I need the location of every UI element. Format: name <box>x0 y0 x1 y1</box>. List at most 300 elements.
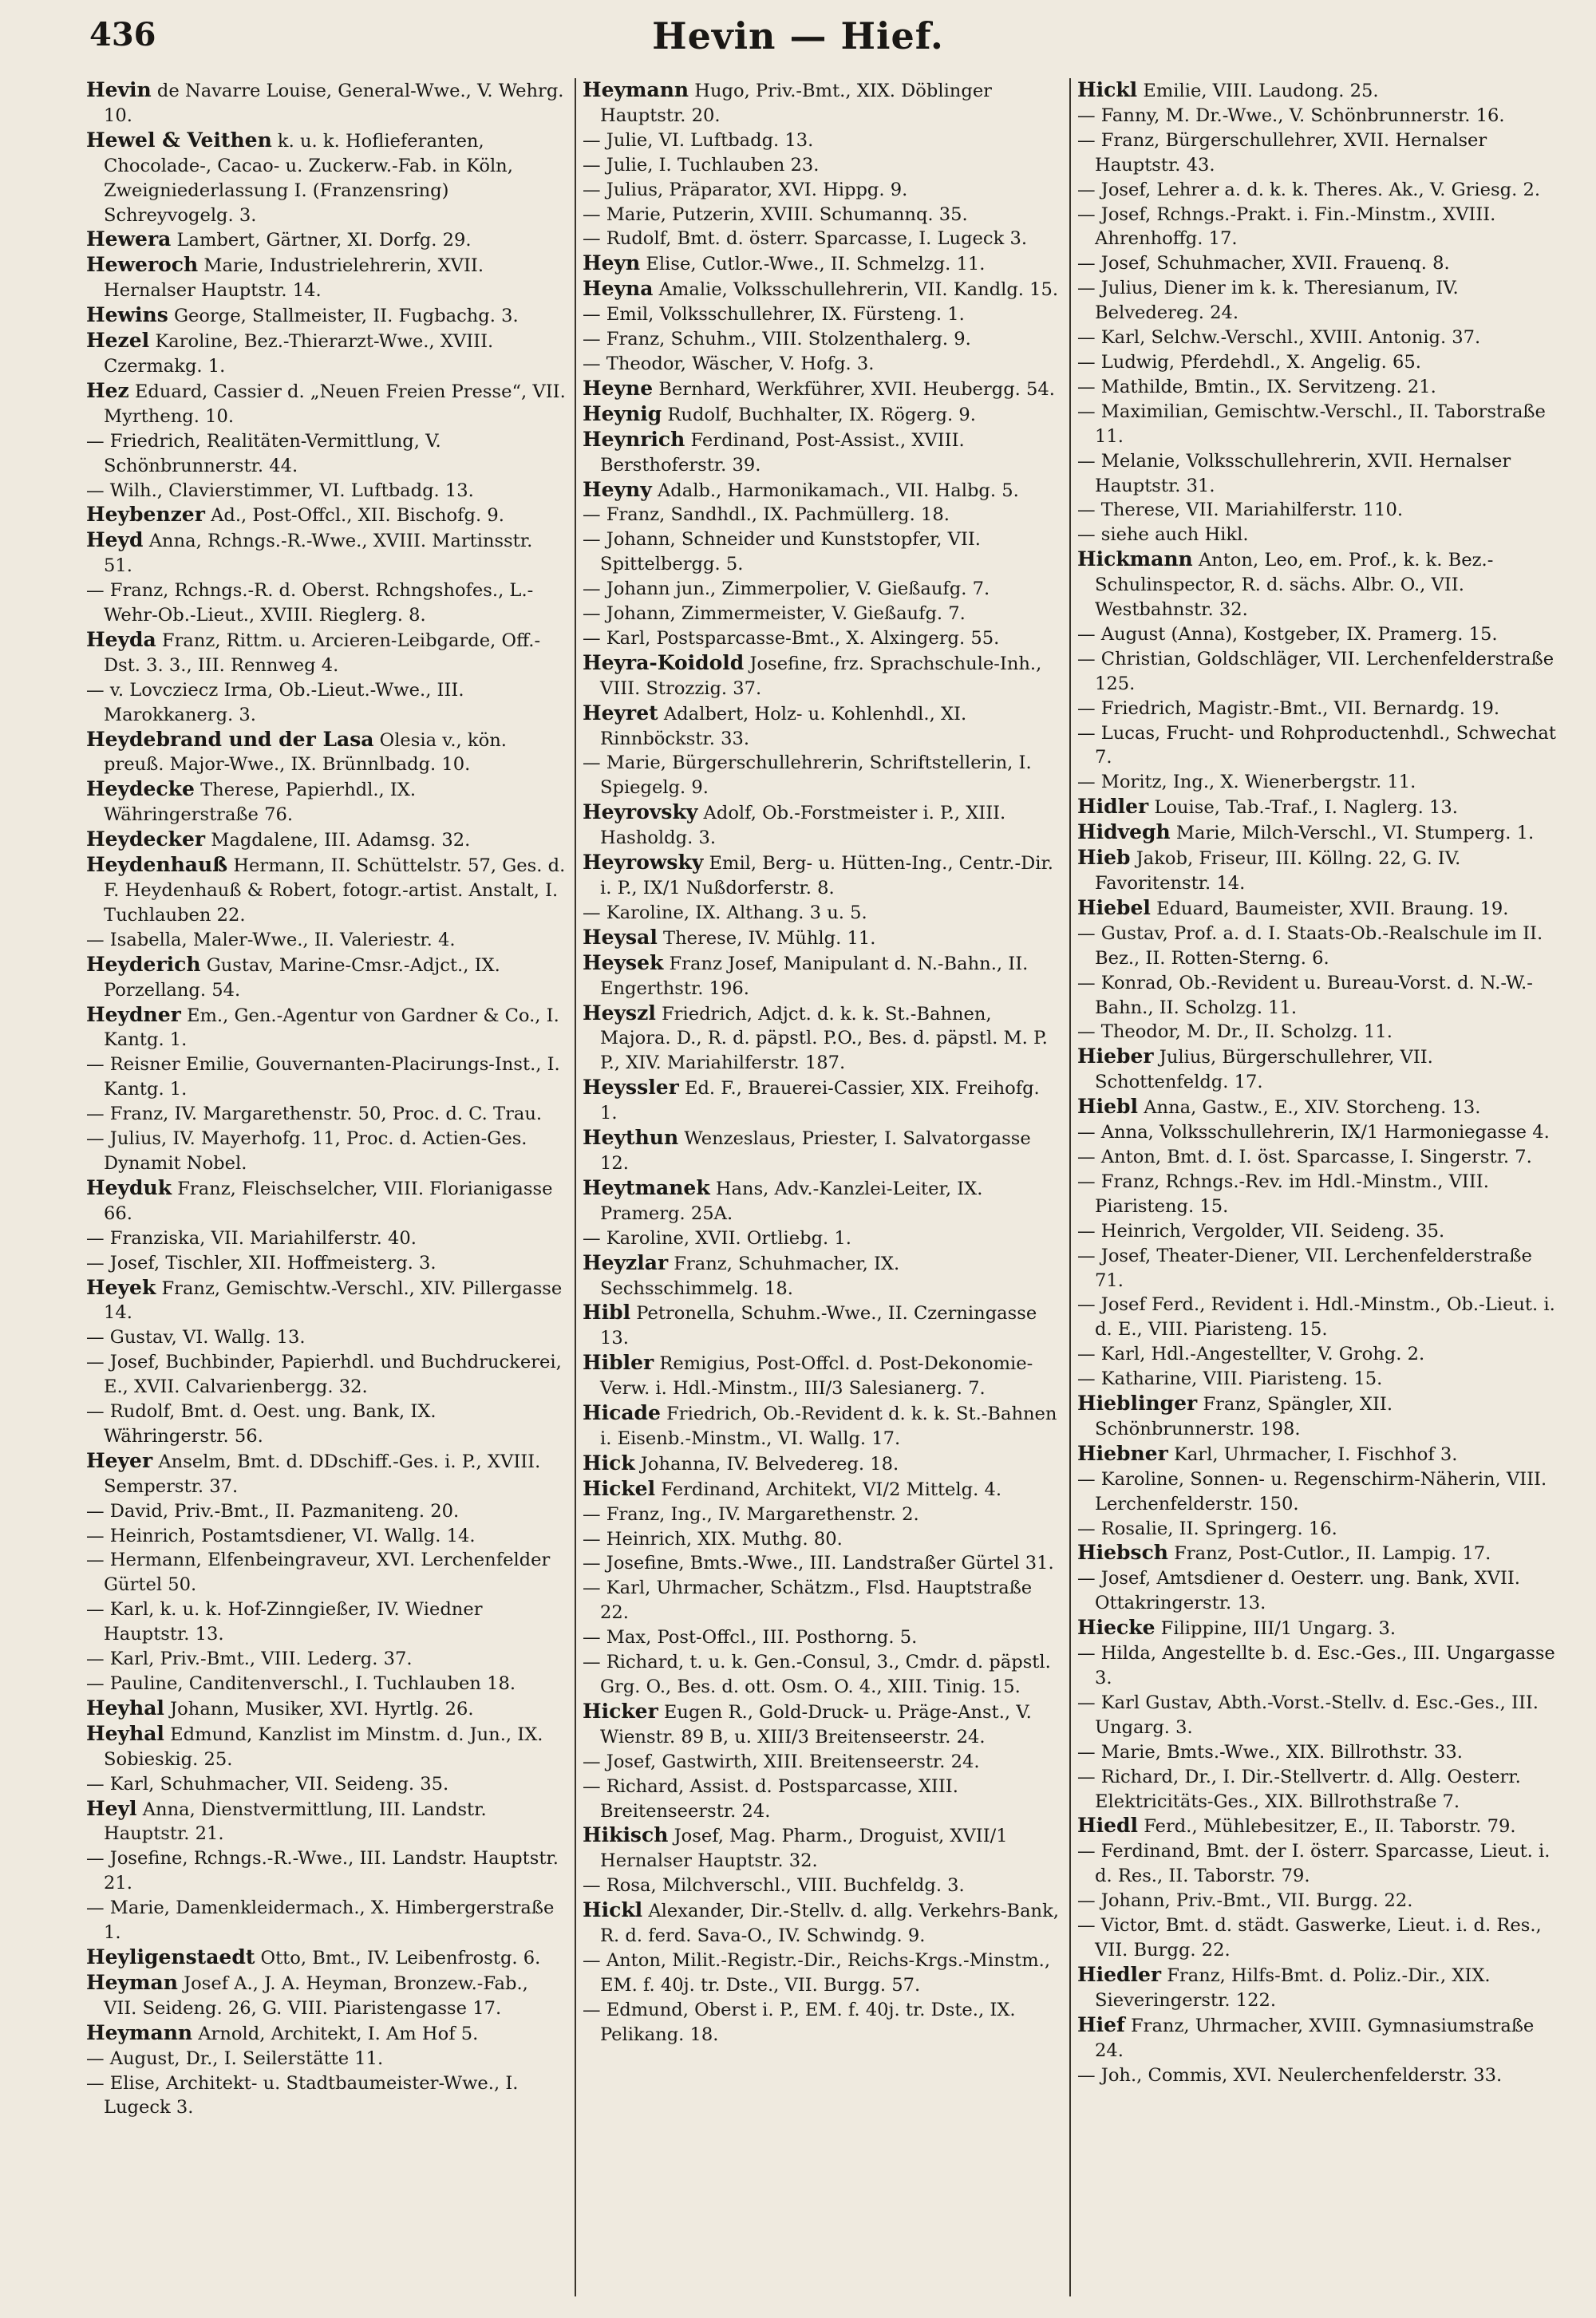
directory-entry <box>583 626 1061 651</box>
entry-details: — Rosa, Milchverschl., VIII. Buchfeldg. 3. <box>583 1875 965 1897</box>
directory-entry <box>1077 820 1556 846</box>
entry-details: — Anton, Milit.-Registr.-Dir., Reichs-Krgs.-Minstm., EM. f. 40j. tr. Dste., VII. Burgg. 57. <box>583 1949 1051 1996</box>
entry-details: Arnold, Architekt, I. Am Hof 5. <box>192 2023 479 2044</box>
directory-entry <box>583 352 1061 377</box>
entry-details: Emilie, VIII. Laudong. 25. <box>1137 81 1379 101</box>
entry-details: — Joh., Commis, XVI. Neulerchenfelderstr. 33. <box>1077 2064 1503 2086</box>
entry-surname: Heyna <box>583 277 654 301</box>
directory-entry <box>86 528 567 579</box>
entry-details: Jakob, Friseur, III. Köllng. 22, G. IV. Favoritenstr. 14. <box>1095 848 1461 894</box>
entry-details: Olesia v., kön. preuß. Major-Wwe., IX. Brünnlbadg. 10. <box>104 729 507 776</box>
directory-entry <box>583 1176 1061 1226</box>
entry-surname: Heyl <box>86 1796 137 1820</box>
entry-surname: Hewera <box>86 227 172 251</box>
entry-details: Eduard, Baumeister, XVII. Braung. 19. <box>1150 898 1509 919</box>
entry-details: — Johann, Zimmermeister, V. Gießaufg. 7. <box>583 603 966 625</box>
directory-entry <box>583 1451 1061 1477</box>
entry-details: — Rosalie, II. Springerg. 16. <box>1077 1518 1337 1539</box>
entry-details: — Hermann, Elfenbeingraveur, XVI. Lerchenfelder Gürtel 50. <box>86 1550 551 1596</box>
directory-entry <box>583 1576 1061 1625</box>
entry-details: — Marie, Bmts.-Wwe., XIX. Billrothstr. 33. <box>1077 1741 1463 1763</box>
entry-surname: Heyszl <box>583 1001 656 1025</box>
entry-details: de Navarre Louise, General-Wwe., V. Wehrg. 10. <box>104 81 564 126</box>
entry-details: — Rudolf, Bmt. d. österr. Sparcasse, I. Lugeck 3. <box>583 228 1027 250</box>
entry-surname: Hidvegh <box>1077 820 1171 844</box>
directory-entry <box>86 628 567 678</box>
directory-entry <box>583 1351 1061 1401</box>
entry-details: Friedrich, Ob.-Revident d. k. k. St.-Bahnen i. Eisenb.-Minstm., VI. Wallg. 17. <box>600 1404 1057 1449</box>
directory-entry <box>1077 1963 1556 2013</box>
directory-entry <box>86 1846 567 1896</box>
directory-entry <box>1077 1170 1556 1219</box>
directory-entry <box>1077 523 1556 547</box>
entry-surname: Heyderich <box>86 952 201 976</box>
entry-details: Franz, Uhrmacher, XVIII. Gymnasiumstraße 24. <box>1095 2015 1535 2061</box>
directory-entry <box>1077 697 1556 721</box>
directory-entry <box>86 928 567 953</box>
entry-surname: Hez <box>86 378 129 402</box>
directory-entry <box>86 227 567 253</box>
entry-details: Rudolf, Buchhalter, IX. Rögerg. 9. <box>662 404 976 425</box>
entry-surname: Heyn <box>583 251 641 275</box>
entry-details: Emil, Berg- u. Hütten-Ing., Centr.-Dir. i. P., IX/1 Nußdorferstr. 8. <box>600 853 1053 898</box>
directory-columns <box>80 78 1564 2296</box>
directory-entry <box>86 1350 567 1400</box>
directory-entry <box>583 428 1061 478</box>
directory-entry <box>86 1696 567 1722</box>
directory-entry <box>1077 1095 1556 1120</box>
entry-details: — Karl Gustav, Abth.-Vorst.-Stellv. d. Esc.-Ges., III. Ungarg. 3. <box>1077 1692 1539 1738</box>
directory-entry <box>1077 1814 1556 1839</box>
directory-entry <box>1077 721 1556 771</box>
entry-surname: Heymann <box>86 2020 193 2044</box>
entry-surname: Heydenhauß <box>86 853 228 877</box>
directory-entry <box>1077 104 1556 128</box>
entry-surname: Hick <box>583 1451 635 1475</box>
directory-entry <box>86 827 567 853</box>
directory-entry <box>1077 647 1556 697</box>
entry-details: Franz, Fleischselcher, VIII. Florianigasse 66. <box>104 1178 553 1224</box>
entry-surname: Hieb <box>1077 846 1131 870</box>
directory-entry <box>583 701 1061 752</box>
directory-entry <box>583 503 1061 527</box>
entry-details: Ferdinand, Post-Assist., XVIII. Bersthoferstr. 39. <box>600 429 965 476</box>
directory-entry <box>583 178 1061 203</box>
entry-details: — Karl, k. u. k. Hof-Zinngießer, IV. Wiedner Hauptstr. 13. <box>86 1599 483 1645</box>
directory-entry <box>1077 1616 1556 1641</box>
entry-details: — Franz, Rchngs.-R. d. Oberst. Rchngshofes., L.-Wehr-Ob.-Lieut., XVIII. Rieglerg. 8. <box>86 580 534 626</box>
directory-entry <box>1077 1020 1556 1044</box>
directory-entry <box>1077 1467 1556 1517</box>
directory-entry <box>86 303 567 329</box>
entry-details: Anton, Leo, em. Prof., k. k. Bez.-Schulinspector, R. d. sächs. Albr. O., VII. Westbahnstr. 32. <box>1095 550 1494 621</box>
directory-entry <box>583 1998 1061 2048</box>
directory-entry <box>583 1949 1061 1998</box>
entry-details: — Heinrich, Vergolder, VII. Seideng. 35. <box>1077 1220 1445 1242</box>
directory-entry <box>1077 2063 1556 2088</box>
entry-details: Marie, Milch-Verschl., VI. Stumperg. 1. <box>1170 823 1535 844</box>
directory-entry <box>583 800 1061 851</box>
entry-details: — Franz, Ing., IV. Margarethenstr. 2. <box>583 1503 919 1525</box>
entry-surname: Heydner <box>86 1002 181 1026</box>
entry-surname: Heyer <box>86 1448 153 1472</box>
entry-details: — Johann jun., Zimmerpolier, V. Gießaufg. 7. <box>583 579 990 600</box>
entry-details: — Mathilde, Bmtin., IX. Servitzeng. 21. <box>1077 376 1436 397</box>
entry-details: Franz, Schuhmacher, IX. Sechsschimmelg. 18. <box>600 1253 900 1299</box>
directory-entry <box>86 78 567 128</box>
entry-details: — Josef, Tischler, XII. Hoffmeisterg. 3. <box>86 1252 437 1274</box>
entry-details: Remigius, Post-Offcl. d. Post-Dekonomie-Verw. i. Hdl.-Minstm., III/3 Salesianerg. 7. <box>600 1353 1033 1400</box>
directory-entry <box>86 429 567 479</box>
entry-details: — Julius, IV. Mayerhofg. 11, Proc. d. Actien-Ges. Dynamit Nobel. <box>86 1128 527 1174</box>
directory-entry <box>86 1548 567 1597</box>
directory-entry <box>583 1251 1061 1301</box>
entry-surname: Heweroch <box>86 253 199 277</box>
directory-entry <box>1077 1889 1556 1913</box>
entry-details: Lambert, Gärtner, XI. Dorfg. 29. <box>171 230 472 251</box>
directory-entry <box>86 253 567 303</box>
directory-entry <box>1077 922 1556 971</box>
directory-entry <box>1077 1367 1556 1392</box>
entry-details: Adalb., Harmonikamach., VII. Halbg. 5. <box>651 480 1019 501</box>
entry-details: — Victor, Bmt. d. städt. Gaswerke, Lieut. i. d. Res., VII. Burgg. 22. <box>1077 1915 1542 1961</box>
entry-surname: Heyret <box>583 701 658 725</box>
directory-entry <box>1077 770 1556 795</box>
directory-entry <box>86 329 567 379</box>
directory-entry <box>583 926 1061 951</box>
entry-details: — Wilh., Clavierstimmer, VI. Luftbadg. 13. <box>86 480 474 501</box>
entry-details: — Isabella, Maler-Wwe., II. Valeriestr. 4. <box>86 929 456 950</box>
entry-surname: Heyd <box>86 528 144 552</box>
entry-surname: Heybenzer <box>86 503 205 527</box>
entry-details: — August (Anna), Kostgeber, IX. Pramerg. 15. <box>1077 623 1498 645</box>
entry-details: — Ludwig, Pferdehdl., X. Angelig. 65. <box>1077 351 1421 373</box>
entry-surname: Hicker <box>583 1699 658 1723</box>
directory-entry <box>1077 251 1556 276</box>
entry-details: — Fanny, M. Dr.-Wwe., V. Schönbrunnerstr. 16. <box>1077 105 1505 126</box>
entry-surname: Heyne <box>583 376 654 400</box>
directory-entry <box>86 1772 567 1797</box>
directory-entry <box>583 1650 1061 1700</box>
entry-surname: Heyhal <box>86 1721 164 1745</box>
entry-surname: Hevin <box>86 78 152 101</box>
entry-surname: Heysek <box>583 950 664 974</box>
entry-details: — Josef, Gastwirth, XIII. Breitenseerstr. 24. <box>583 1751 980 1772</box>
entry-details: Edmund, Kanzlist im Minstm. d. Jun., IX. Sobieskig. 25. <box>104 1724 543 1770</box>
directory-entry <box>86 1176 567 1226</box>
entry-surname: Hiedler <box>1077 1962 1162 1986</box>
directory-entry <box>86 1003 567 1053</box>
directory-entry <box>583 1750 1061 1775</box>
directory-entry <box>583 402 1061 428</box>
entry-details: Otto, Bmt., IV. Leibenfrostg. 6. <box>255 1947 541 1969</box>
directory-entry <box>1077 400 1556 449</box>
entry-details: — Josef, Rchngs.-Prakt. i. Fin.-Minstm., XVIII. Ahrenhoffg. 17. <box>1077 203 1496 250</box>
entry-details: Julius, Bürgerschullehrer, VII. Schottenfeldg. 17. <box>1095 1047 1433 1093</box>
entry-details: Petronella, Schuhm.-Wwe., II. Czerningasse 13. <box>600 1303 1037 1349</box>
entry-details: Hugo, Priv.-Bmt., XIX. Döblinger Hauptstr. 20. <box>600 81 992 126</box>
entry-details: — Ferdinand, Bmt. der I. österr. Sparcasse, Lieut. i. d. Res., II. Taborstr. 79. <box>1077 1841 1551 1887</box>
entry-details: Franz Josef, Manipulant d. N.-Bahn., II. Engerthstr. 196. <box>600 953 1029 999</box>
entry-details: Magdalene, III. Adamsg. 32. <box>205 830 471 851</box>
directory-entry <box>86 1971 567 2021</box>
entry-details: — Anna, Volksschullehrerin, IX/1 Harmoniegasse 4. <box>1077 1122 1550 1143</box>
directory-entry <box>86 128 567 228</box>
directory-entry <box>1077 1293 1556 1342</box>
directory-entry <box>86 1672 567 1696</box>
directory-entry <box>583 1775 1061 1824</box>
entry-surname: Heyda <box>86 627 156 651</box>
directory-entry <box>1077 498 1556 523</box>
entry-details: Louise, Tab.-Traf., I. Naglerg. 13. <box>1148 797 1458 819</box>
entry-details: — Johann, Priv.-Bmt., VII. Burgg. 22. <box>1077 1890 1413 1912</box>
entry-details: — Katharine, VIII. Piaristeng. 15. <box>1077 1368 1383 1390</box>
entry-surname: Hiebner <box>1077 1441 1168 1465</box>
entry-details: — Hilda, Angestellte b. d. Esc.-Ges., III. Ungargasse 3. <box>1077 1643 1555 1688</box>
directory-entry <box>1077 1244 1556 1293</box>
directory-entry <box>1077 795 1556 820</box>
entry-surname: Hickl <box>1077 78 1138 101</box>
entry-details: — Karl, Hdl.-Angestellter, V. Grohg. 2. <box>1077 1344 1425 1365</box>
directory-entry <box>86 1052 567 1102</box>
directory-entry <box>583 602 1061 626</box>
entry-details: — Josef, Theater-Diener, VII. Lerchenfelderstraße 71. <box>1077 1245 1532 1291</box>
entry-details: — Karoline, XVII. Ortliebg. 1. <box>583 1227 851 1249</box>
entry-surname: Hickmann <box>1077 547 1193 571</box>
entry-details: — Gustav, Prof. a. d. I. Staats-Ob.-Realschule im II. Bez., II. Rotten-Sterng. 6. <box>1077 922 1543 969</box>
entry-details: Gustav, Marine-Cmsr.-Adjct., IX. Porzellang. 54. <box>104 954 500 1001</box>
entry-surname: Heydecke <box>86 777 195 801</box>
directory-entry <box>1077 178 1556 203</box>
column-2 <box>575 78 1069 2296</box>
directory-entry <box>583 1551 1061 1576</box>
entry-details: Karl, Uhrmacher, I. Fischhof 3. <box>1167 1443 1458 1465</box>
entry-surname: Hibler <box>583 1351 654 1375</box>
entry-details: — Josef, Schuhmacher, XVII. Frauenq. 8. <box>1077 253 1450 274</box>
directory-entry <box>1077 78 1556 104</box>
directory-entry <box>1077 326 1556 350</box>
entry-details: Anna, Rchngs.-R.-Wwe., XVIII. Martinsstr. 51. <box>104 531 533 577</box>
entry-details: Ad., Post-Offcl., XII. Bischofg. 9. <box>204 505 504 527</box>
directory-entry <box>1077 1442 1556 1467</box>
entry-details: — Franz, Schuhm., VIII. Stolzenthalerg. 9. <box>583 329 971 350</box>
directory-entry <box>86 1896 567 1945</box>
directory-entry <box>583 651 1061 701</box>
directory-entry <box>583 1700 1061 1750</box>
directory-entry <box>86 1102 567 1127</box>
page-number: 436 <box>89 16 156 53</box>
entry-details: — Julie, VI. Luftbadg. 13. <box>583 129 814 151</box>
directory-entry <box>86 953 567 1003</box>
entry-surname: Heyra-Koidold <box>583 650 745 674</box>
entry-details: — Elise, Architekt- u. Stadtbaumeister-Wwe., I. Lugeck 3. <box>86 2072 519 2119</box>
entry-details: Adalbert, Holz- u. Kohlenhdl., XI. Rinnböckstr. 33. <box>600 703 967 749</box>
entry-details: Amalie, Volksschullehrerin, VII. Kandlg. 15. <box>653 279 1059 301</box>
entry-surname: Heysal <box>583 925 658 949</box>
entry-details: — Josef, Amtsdiener d. Oesterr. ung. Bank, XVII. Ottakringerstr. 13. <box>1077 1568 1520 1614</box>
entry-surname: Hezel <box>86 329 150 353</box>
entry-details: — Franz, Bürgerschullehrer, XVII. Hernalser Hauptstr. 43. <box>1077 129 1487 176</box>
running-head: Hevin — Hief. <box>652 14 944 57</box>
directory-entry <box>583 377 1061 402</box>
entry-details: Marie, Industrielehrerin, XVII. Hernalser Hauptstr. 14. <box>104 255 484 302</box>
entry-details: — Marie, Damenkleidermach., X. Himbergerstraße 1. <box>86 1897 555 1944</box>
directory-entry <box>1077 846 1556 896</box>
entry-surname: Heynig <box>583 401 662 425</box>
entry-surname: Hiebel <box>1077 895 1151 919</box>
entry-details: — Marie, Putzerin, XVIII. Schumannq. 35. <box>583 203 968 225</box>
entry-details: — Karl, Priv.-Bmt., VIII. Lederg. 37. <box>86 1649 413 1670</box>
directory-entry <box>1077 1120 1556 1145</box>
column-1 <box>80 78 575 2296</box>
directory-entry <box>1077 1541 1556 1566</box>
directory-entry <box>86 1945 567 1971</box>
entry-details: — Gustav, VI. Wallg. 13. <box>86 1327 306 1349</box>
entry-details: — Johann, Schneider und Kunststopfer, VII. Spittelbergg. 5. <box>583 529 981 575</box>
directory-entry <box>1077 1839 1556 1889</box>
entry-surname: Heyny <box>583 477 652 501</box>
directory-entry <box>1077 622 1556 647</box>
entry-details: Elise, Cutlor.-Wwe., II. Schmelzg. 11. <box>640 254 986 275</box>
entry-details: Filippine, III/1 Ungarg. 3. <box>1155 1618 1396 1640</box>
entry-surname: Hewel & Veithen <box>86 128 272 152</box>
directory-entry <box>583 1401 1061 1451</box>
directory-entry <box>1077 128 1556 178</box>
entry-details: Ferd., Mühlebesitzer, E., II. Taborstr. 79. <box>1138 1816 1516 1838</box>
entry-details: — Maximilian, Gemischtw.-Verschl., II. Taborstraße 11. <box>1077 401 1546 447</box>
entry-details: — Josef, Lehrer a. d. k. k. Theres. Ak., V. Griesg. 2. <box>1077 179 1541 200</box>
entry-surname: Heyek <box>86 1275 156 1299</box>
directory-entry <box>583 577 1061 602</box>
entry-details: — Richard, Dr., I. Dir.-Stellvertr. d. Allg. Oesterr. Elektricitäts-Ges., XIX. Billrothstraße 7. <box>1077 1766 1521 1812</box>
directory-entry <box>86 1276 567 1326</box>
entry-details: Josef A., J. A. Heyman, Bronzew.-Fab., VII. Seideng. 26, G. VIII. Piaristengasse 17. <box>104 1972 528 2019</box>
entry-details: — Karoline, Sonnen- u. Regenschirm-Näherin, VIII. Lerchenfelderstr. 150. <box>1077 1468 1547 1514</box>
entry-details: — Konrad, Ob.-Revident u. Bureau-Vorst. d. N.-W.-Bahn., II. Scholzg. 11. <box>1077 972 1533 1018</box>
entry-surname: Hieber <box>1077 1044 1154 1068</box>
entry-surname: Hieblinger <box>1077 1392 1198 1416</box>
entry-surname: Heythun <box>583 1126 679 1150</box>
directory-entry <box>86 1499 567 1524</box>
directory-entry <box>86 2047 567 2071</box>
directory-entry <box>86 678 567 728</box>
directory-entry <box>583 1301 1061 1351</box>
entry-details: Karoline, Bez.-Thierarzt-Wwe., XVIII. Czermakg. 1. <box>104 331 494 377</box>
directory-entry <box>86 1226 567 1251</box>
directory-entry <box>86 1449 567 1499</box>
page-header <box>0 0 1596 76</box>
directory-entry <box>583 1126 1061 1176</box>
entry-details: Josefine, frz. Sprachschule-Inh., VIII. Strozzig. 37. <box>600 653 1042 699</box>
entry-details: — Josef, Buchbinder, Papierhdl. und Buchdruckerei, E., XVII. Calvarienbergg. 32. <box>86 1352 562 1398</box>
directory-entry <box>86 2071 567 2121</box>
entry-surname: Hickel <box>583 1476 656 1500</box>
directory-entry <box>1077 1566 1556 1616</box>
entry-details: — Reisner Emilie, Gouvernanten-Placirungs-Inst., I. Kantg. 1. <box>86 1054 560 1100</box>
directory-entry <box>86 1400 567 1449</box>
entry-details: — Heinrich, Postamtsdiener, VI. Wallg. 14. <box>86 1525 476 1546</box>
entry-details: — Anton, Bmt. d. I. öst. Sparcasse, I. Singerstr. 7. <box>1077 1146 1532 1167</box>
directory-entry <box>1077 1392 1556 1442</box>
entry-details: — Josefine, Bmts.-Wwe., III. Landstraßer Gürtel 31. <box>583 1553 1054 1574</box>
entry-surname: Heytmanek <box>583 1175 710 1199</box>
directory-entry <box>583 277 1061 302</box>
entry-details: — Julius, Diener im k. k. Theresianum, IV. Belvedereg. 24. <box>1077 278 1459 324</box>
directory-entry <box>583 302 1061 327</box>
entry-details: — Franz, Rchngs.-Rev. im Hdl.-Minstm., VIII. Piaristeng. 15. <box>1077 1171 1489 1217</box>
entry-details: — Marie, Bürgerschullehrerin, Schriftstellerin, I. Spiegelg. 9. <box>583 752 1032 799</box>
directory-entry <box>583 951 1061 1001</box>
directory-entry <box>583 1076 1061 1126</box>
entry-details: — Richard, Assist. d. Postsparcasse, XIII. Breitenseerstr. 24. <box>583 1775 958 1822</box>
directory-entry <box>1077 449 1556 499</box>
directory-entry <box>583 251 1061 277</box>
directory-entry <box>1077 203 1556 252</box>
directory-entry <box>1077 1342 1556 1367</box>
entry-details: Anselm, Bmt. d. DDschiff.-Ges. i. P., XVIII. Semperstr. 37. <box>104 1451 541 1497</box>
entry-details: — Richard, t. u. k. Gen.-Consul, 3., Cmdr. d. päpstl. Grg. O., Bes. d. ott. Osm. O. 4., XIII. Tinig. 15. <box>583 1652 1051 1697</box>
entry-details: Bernhard, Werkführer, XVII. Heubergg. 54. <box>653 378 1055 400</box>
entry-surname: Hewins <box>86 303 168 327</box>
directory-entry <box>1077 1765 1556 1815</box>
entry-details: — Rudolf, Bmt. d. Oest. ung. Bank, IX. Währingerstr. 56. <box>86 1401 437 1447</box>
entry-details: Hermann, II. Schüttelstr. 57, Ges. d. F. Heydenhauß & Robert, fotogr.-artist. Anstalt, I. Tuchlauben 22. <box>104 855 566 926</box>
directory-entry <box>1077 1913 1556 1963</box>
entry-surname: Heyman <box>86 1970 178 1994</box>
entry-details: — August, Dr., I. Seilerstätte 11. <box>86 2048 384 2069</box>
directory-entry <box>86 1597 567 1647</box>
entry-details: — Julie, I. Tuchlauben 23. <box>583 154 820 176</box>
entry-surname: Hicade <box>583 1401 661 1425</box>
directory-entry <box>1077 276 1556 326</box>
directory-entry <box>583 153 1061 178</box>
entry-surname: Heydebrand und der Lasa <box>86 727 374 751</box>
entry-details: — David, Priv.-Bmt., II. Pazmaniteng. 20. <box>86 1500 460 1522</box>
directory-entry <box>583 327 1061 352</box>
entry-details: Eduard, Cassier d. „Neuen Freien Presse“, VII. Myrtheng. 10. <box>104 381 566 427</box>
entry-details: Therese, Papierhdl., IX. Währingerstraße 76. <box>104 780 417 826</box>
entry-details: — Franziska, VII. Mariahilferstr. 40. <box>86 1227 417 1249</box>
directory-entry <box>1077 971 1556 1021</box>
directory-entry <box>86 777 567 827</box>
entry-details: Hans, Adv.-Kanzlei-Leiter, IX. Pramerg. 25A. <box>600 1178 983 1224</box>
entry-details: — Karl, Postsparcasse-Bmt., X. Alxingerg. 55. <box>583 627 1000 649</box>
entry-details: Franz, Hilfs-Bmt. d. Poliz.-Dir., XIX. Sieveringerstr. 122. <box>1095 1965 1491 2011</box>
entry-details: — Theodor, M. Dr., II. Scholzg. 11. <box>1077 1021 1393 1043</box>
directory-entry <box>86 1325 567 1350</box>
entry-details: Franz, Rittm. u. Arcieren-Leibgarde, Off.-Dst. 3. 3., III. Rennweg 4. <box>104 630 541 676</box>
entry-surname: Hiecke <box>1077 1616 1156 1640</box>
directory-entry <box>583 1823 1061 1874</box>
entry-surname: Hibl <box>583 1301 631 1325</box>
entry-details: — Melanie, Volksschullehrerin, XVII. Hernalser Hauptstr. 31. <box>1077 450 1511 496</box>
entry-surname: Hikisch <box>583 1823 669 1847</box>
directory-entry <box>1077 1145 1556 1170</box>
directory-entry <box>1077 1641 1556 1691</box>
directory-entry <box>1077 547 1556 622</box>
entry-surname: Heyzlar <box>583 1250 669 1274</box>
entry-details: — Karl, Schuhmacher, VII. Seideng. 35. <box>86 1773 449 1795</box>
directory-entry <box>86 728 567 778</box>
directory-entry <box>583 1625 1061 1650</box>
directory-entry <box>583 1001 1061 1076</box>
directory-entry <box>1077 375 1556 400</box>
directory-entry <box>86 1722 567 1772</box>
entry-surname: Hief <box>1077 2012 1125 2036</box>
directory-entry <box>86 579 567 628</box>
directory-entry <box>86 379 567 429</box>
directory-entry <box>86 479 567 503</box>
